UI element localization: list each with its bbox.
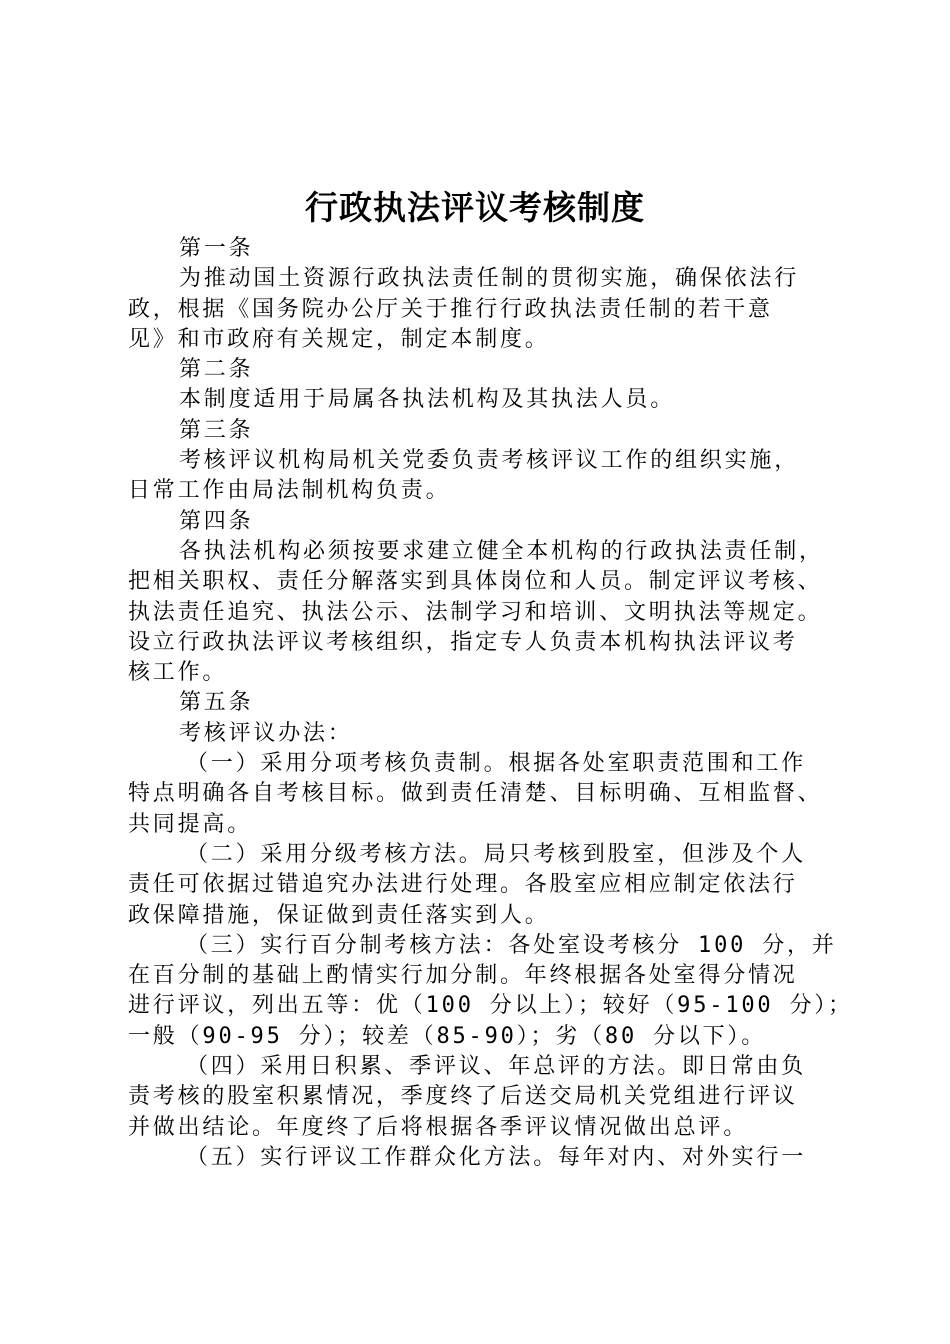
text-line: 第五条	[179, 690, 254, 716]
text-line: 把相关职权、责任分解落实到具体岗位和人员。制定评议考核、	[128, 569, 823, 595]
text-line: 一般（90-95 分）；较差（85-90）；劣（80 分以下）。	[128, 1023, 767, 1049]
text-line: 日常工作由局法制机构负责。	[128, 478, 451, 504]
text-line: （三）实行百分制考核方法：各处室设考核分 100 分，并	[186, 932, 837, 958]
text-line: 第四条	[179, 508, 254, 534]
text-line: 并做出结论。年度终了后将根据各季评议情况做出总评。	[128, 1114, 749, 1140]
text-line: （四）采用日积累、季评议、年总评的方法。即日常由负	[186, 1054, 807, 1080]
document-body	[128, 234, 853, 1173]
text-line: 设立行政执法评议考核组织，指定专人负责本机构执法评议考	[128, 629, 798, 655]
text-line: 政，根据《国务院办公厅关于推行行政执法责任制的若干意	[128, 296, 773, 322]
text-line: 为推动国土资源行政执法责任制的贯彻实施，确保依法行	[179, 266, 800, 292]
text-line: 在百分制的基础上酌情实行加分制。年终根据各处室得分情况	[128, 963, 798, 989]
text-line: 特点明确各自考核目标。做到责任清楚、目标明确、互相监督、	[128, 781, 823, 807]
text-line: 执法责任追究、执法公示、法制学习和培训、文明执法等规定。	[128, 599, 823, 625]
text-line: 本制度适用于局属各执法机构及其执法人员。	[179, 387, 676, 413]
text-line: 进行评议，列出五等：优（100 分以上）；较好（95-100 分）；	[128, 993, 853, 1019]
document-title: 行政执法评议考核制度	[305, 188, 645, 227]
text-line: 考核评议机构局机关党委负责考核评议工作的组织实施，	[179, 448, 800, 474]
text-line: （一）采用分项考核负责制。根据各处室职责范围和工作	[186, 751, 807, 777]
text-line: 政保障措施，保证做到责任落实到人。	[128, 902, 550, 928]
text-line: （二）采用分级考核方法。局只考核到股室，但涉及个人	[186, 841, 807, 867]
text-line: 考核评议办法：	[179, 720, 353, 746]
text-line: 第一条	[179, 236, 254, 261]
text-line: 责任可依据过错追究办法进行处理。各股室应相应制定依法行	[128, 872, 798, 898]
text-line: 第二条	[179, 357, 254, 383]
text-line: 责考核的股室积累情况，季度终了后送交局机关党组进行评议	[128, 1084, 798, 1110]
text-line: 核工作。	[128, 660, 228, 686]
text-line: 共同提高。	[128, 811, 253, 837]
text-line: 第三条	[179, 417, 254, 443]
text-line: 见》和市政府有关规定，制定本制度。	[128, 326, 550, 352]
text-line: 各执法机构必须按要求建立健全本机构的行政执法责任制，	[179, 538, 824, 564]
text-line: （五）实行评议工作群众化方法。每年对内、对外实行一	[186, 1144, 807, 1170]
